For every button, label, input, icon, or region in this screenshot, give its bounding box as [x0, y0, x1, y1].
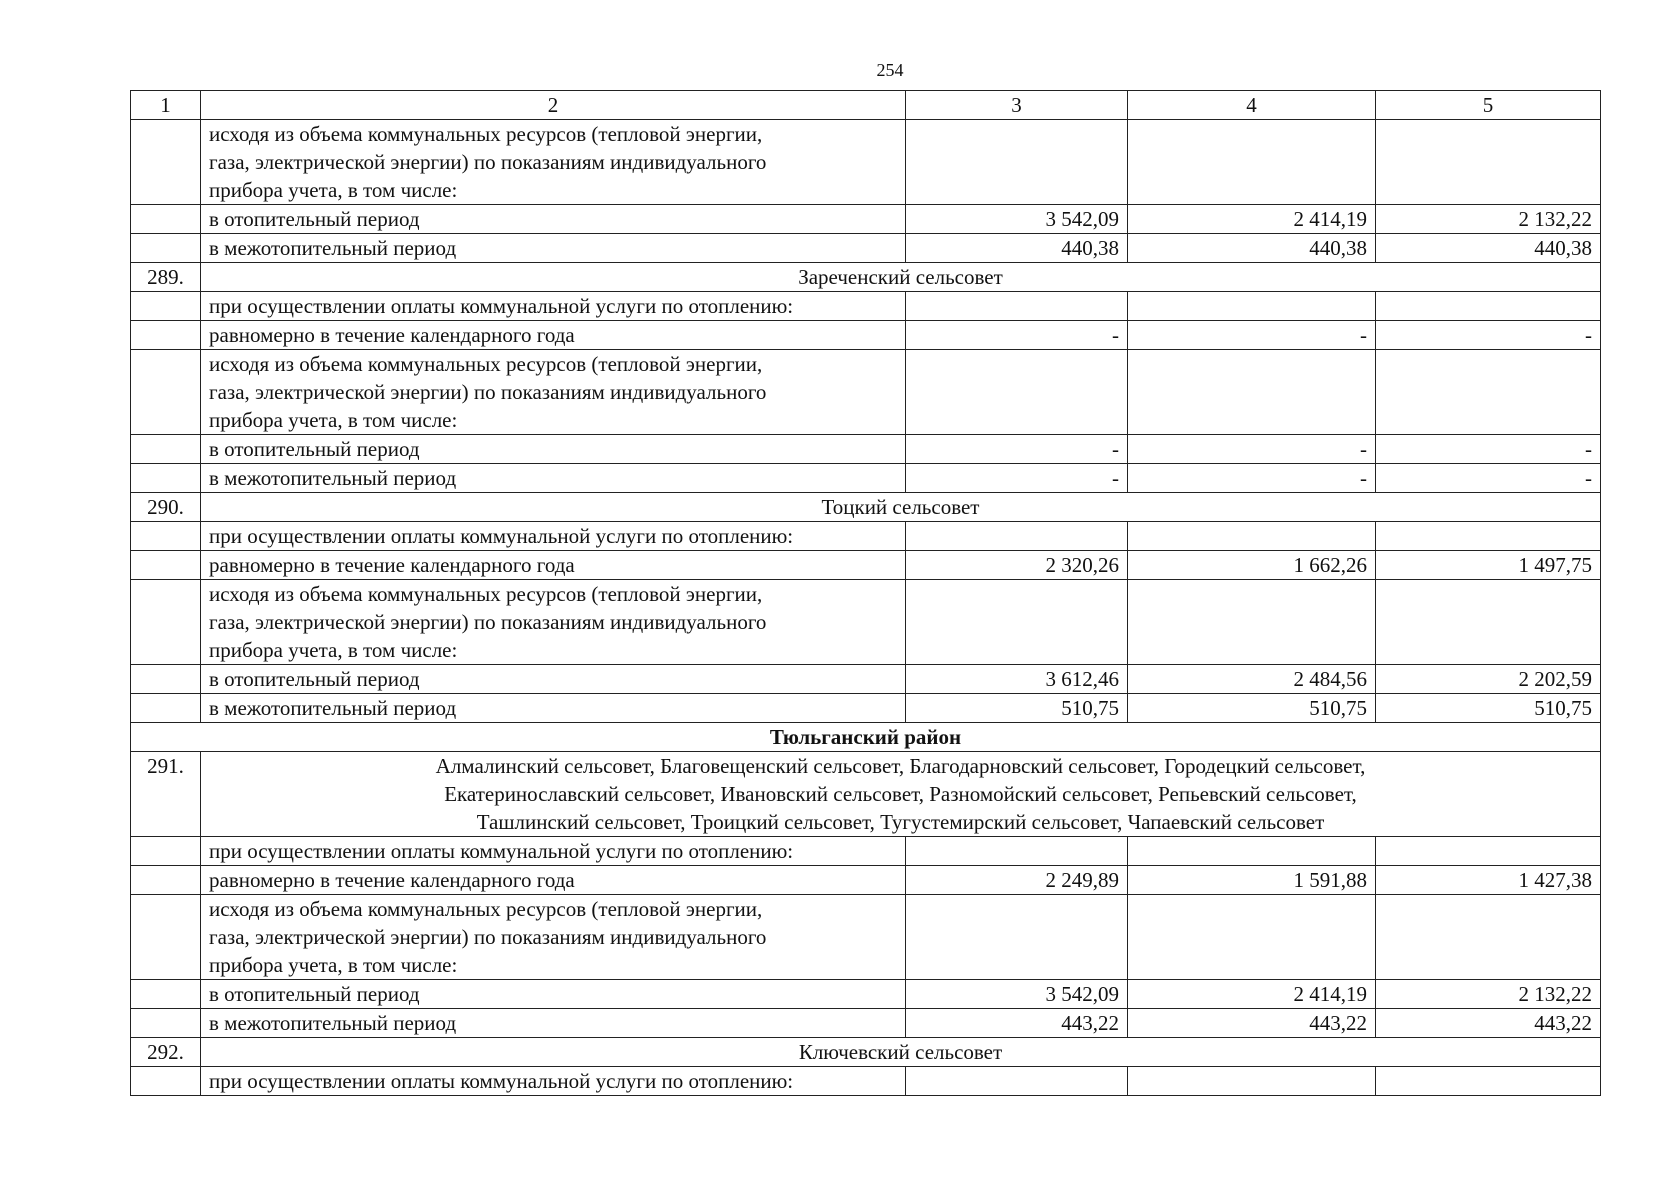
value-col3-cell	[906, 292, 1128, 321]
value-col3-cell	[906, 837, 1128, 866]
row-index-cell	[131, 551, 201, 580]
row-index-cell	[131, 234, 201, 263]
page-number: 254	[876, 60, 904, 80]
value-col5-cell	[1376, 350, 1601, 435]
header-cell: 5	[1376, 91, 1601, 120]
row-description-cell: исходя из объема коммунальных ресурсов (тепловой энергии, газа, электрической энергии) по показаниям индивидуального прибора учета, в том числе:	[201, 350, 906, 435]
value-col4-cell: 440,38	[1128, 234, 1376, 263]
table-row	[131, 866, 1601, 895]
district-title-cell: Тюльганский район	[131, 723, 1601, 752]
row-description-cell: при осуществлении оплаты коммунальной услуги по отоплению:	[201, 837, 906, 866]
district-row	[131, 723, 1601, 752]
value-col3-cell: 510,75	[906, 694, 1128, 723]
row-index-cell	[131, 665, 201, 694]
section-row	[131, 493, 1601, 522]
value-col5-cell	[1376, 120, 1601, 205]
row-description-cell: при осуществлении оплаты коммунальной услуги по отоплению:	[201, 292, 906, 321]
header-cell: 1	[131, 91, 201, 120]
value-col4-cell	[1128, 350, 1376, 435]
section-index-cell: 289.	[131, 263, 201, 292]
value-col3-cell: -	[906, 435, 1128, 464]
row-index-cell	[131, 1067, 201, 1096]
value-col3-cell: 2 249,89	[906, 866, 1128, 895]
table-row	[131, 580, 1601, 665]
value-col4-cell	[1128, 1067, 1376, 1096]
value-col3-cell	[906, 1067, 1128, 1096]
table-row	[131, 120, 1601, 205]
value-col4-cell: -	[1128, 435, 1376, 464]
section-index-cell: 292.	[131, 1038, 201, 1067]
table-row	[131, 234, 1601, 263]
row-description-cell: исходя из объема коммунальных ресурсов (тепловой энергии, газа, электрической энергии) по показаниям индивидуального прибора учета, в том числе:	[201, 895, 906, 980]
table-row	[131, 895, 1601, 980]
value-col5-cell: 1 427,38	[1376, 866, 1601, 895]
row-index-cell	[131, 120, 201, 205]
value-col3-cell: 3 612,46	[906, 665, 1128, 694]
value-col5-cell: -	[1376, 435, 1601, 464]
value-col4-cell: 1 591,88	[1128, 866, 1376, 895]
value-col5-cell: 2 132,22	[1376, 980, 1601, 1009]
row-description-cell: равномерно в течение календарного года	[201, 866, 906, 895]
row-description-cell: в межотопительный период	[201, 234, 906, 263]
row-index-cell	[131, 694, 201, 723]
section-index-cell: 291.	[131, 752, 201, 837]
row-index-cell	[131, 580, 201, 665]
row-index-cell	[131, 292, 201, 321]
section-row	[131, 1038, 1601, 1067]
row-description-cell: при осуществлении оплаты коммунальной услуги по отоплению:	[201, 1067, 906, 1096]
table-row	[131, 837, 1601, 866]
table-row	[131, 694, 1601, 723]
value-col5-cell	[1376, 837, 1601, 866]
value-col5-cell	[1376, 522, 1601, 551]
section-title-cell: Зареченский сельсовет	[201, 263, 1601, 292]
header-cell: 3	[906, 91, 1128, 120]
value-col5-cell: 2 202,59	[1376, 665, 1601, 694]
table-row	[131, 464, 1601, 493]
value-col3-cell	[906, 895, 1128, 980]
value-col5-cell: 510,75	[1376, 694, 1601, 723]
value-col4-cell: 510,75	[1128, 694, 1376, 723]
value-col4-cell: 2 484,56	[1128, 665, 1376, 694]
section-title-cell: Тоцкий сельсовет	[201, 493, 1601, 522]
section-row	[131, 752, 1601, 837]
value-col4-cell	[1128, 522, 1376, 551]
value-col3-cell	[906, 522, 1128, 551]
value-col3-cell: 440,38	[906, 234, 1128, 263]
table-row	[131, 1067, 1601, 1096]
section-title-cell: Алмалинский сельсовет, Благовещенский сельсовет, Благодарновский сельсовет, Городецкий сельсовет, Екатеринославский сельсовет, Ивановский сельсовет, Разномойский сельсовет, Репьевский сельсовет, Ташлинский сельсовет, Троицкий сельсовет, Тугустемирский сельсовет, Чапаевский сельсовет	[201, 752, 1601, 837]
row-index-cell	[131, 464, 201, 493]
value-col3-cell: 443,22	[906, 1009, 1128, 1038]
header-cell: 4	[1128, 91, 1376, 120]
value-col3-cell	[906, 580, 1128, 665]
value-col4-cell	[1128, 895, 1376, 980]
value-col5-cell	[1376, 292, 1601, 321]
section-title-cell: Ключевский сельсовет	[201, 1038, 1601, 1067]
value-col3-cell: -	[906, 321, 1128, 350]
tariff-table	[130, 90, 1601, 1096]
value-col5-cell: 2 132,22	[1376, 205, 1601, 234]
header-row	[131, 91, 1601, 120]
section-index-cell: 290.	[131, 493, 201, 522]
value-col4-cell: 443,22	[1128, 1009, 1376, 1038]
value-col5-cell	[1376, 1067, 1601, 1096]
row-description-cell: в отопительный период	[201, 205, 906, 234]
table-row	[131, 551, 1601, 580]
value-col4-cell: 2 414,19	[1128, 980, 1376, 1009]
value-col3-cell: 3 542,09	[906, 980, 1128, 1009]
row-description-cell: в межотопительный период	[201, 694, 906, 723]
value-col3-cell: -	[906, 464, 1128, 493]
table-row	[131, 980, 1601, 1009]
table-row	[131, 205, 1601, 234]
value-col4-cell	[1128, 120, 1376, 205]
row-index-cell	[131, 205, 201, 234]
row-description-cell: в межотопительный период	[201, 1009, 906, 1038]
row-description-cell: в межотопительный период	[201, 464, 906, 493]
row-description-cell: в отопительный период	[201, 435, 906, 464]
value-col3-cell: 2 320,26	[906, 551, 1128, 580]
value-col4-cell	[1128, 837, 1376, 866]
value-col5-cell: 440,38	[1376, 234, 1601, 263]
value-col4-cell: 2 414,19	[1128, 205, 1376, 234]
row-index-cell	[131, 321, 201, 350]
value-col5-cell: -	[1376, 464, 1601, 493]
section-row	[131, 263, 1601, 292]
row-description-cell: равномерно в течение календарного года	[201, 551, 906, 580]
table-row	[131, 665, 1601, 694]
row-description-cell: равномерно в течение календарного года	[201, 321, 906, 350]
table-row	[131, 350, 1601, 435]
value-col3-cell	[906, 350, 1128, 435]
header-cell: 2	[201, 91, 906, 120]
value-col4-cell: 1 662,26	[1128, 551, 1376, 580]
row-index-cell	[131, 435, 201, 464]
table-row	[131, 292, 1601, 321]
value-col5-cell: -	[1376, 321, 1601, 350]
row-index-cell	[131, 980, 201, 1009]
row-description-cell: в отопительный период	[201, 665, 906, 694]
table-body	[131, 91, 1601, 1096]
row-index-cell	[131, 837, 201, 866]
value-col3-cell	[906, 120, 1128, 205]
row-index-cell	[131, 350, 201, 435]
row-index-cell	[131, 522, 201, 551]
table-row	[131, 1009, 1601, 1038]
value-col5-cell: 1 497,75	[1376, 551, 1601, 580]
row-description-cell: в отопительный период	[201, 980, 906, 1009]
value-col4-cell	[1128, 580, 1376, 665]
row-index-cell	[131, 895, 201, 980]
value-col5-cell	[1376, 580, 1601, 665]
table-row	[131, 522, 1601, 551]
value-col5-cell	[1376, 895, 1601, 980]
row-description-cell: исходя из объема коммунальных ресурсов (тепловой энергии, газа, электрической энергии) по показаниям индивидуального прибора учета, в том числе:	[201, 120, 906, 205]
row-description-cell: при осуществлении оплаты коммунальной услуги по отоплению:	[201, 522, 906, 551]
value-col4-cell	[1128, 292, 1376, 321]
value-col4-cell: -	[1128, 464, 1376, 493]
row-description-cell: исходя из объема коммунальных ресурсов (тепловой энергии, газа, электрической энергии) по показаниям индивидуального прибора учета, в том числе:	[201, 580, 906, 665]
table-row	[131, 435, 1601, 464]
value-col5-cell: 443,22	[1376, 1009, 1601, 1038]
row-index-cell	[131, 866, 201, 895]
value-col4-cell: -	[1128, 321, 1376, 350]
table-row	[131, 321, 1601, 350]
row-index-cell	[131, 1009, 201, 1038]
value-col3-cell: 3 542,09	[906, 205, 1128, 234]
